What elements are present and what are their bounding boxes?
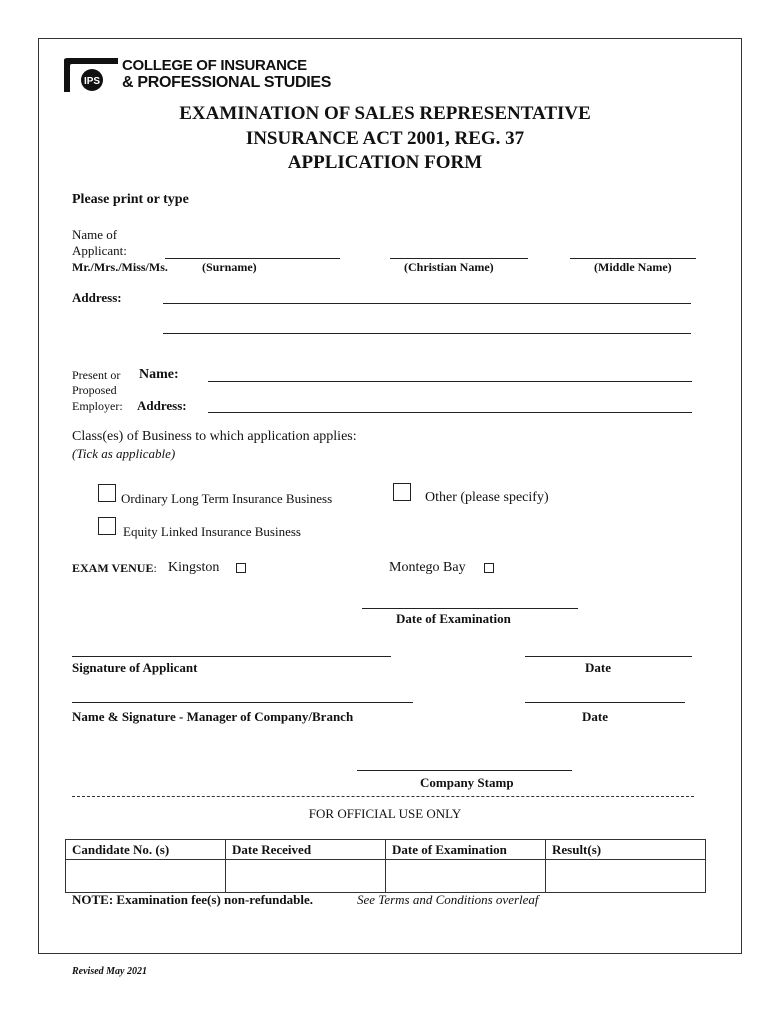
cut-line (72, 796, 694, 797)
address-field-2[interactable] (163, 333, 691, 334)
employer-address-field[interactable] (208, 412, 692, 413)
equity-linked-checkbox[interactable] (98, 517, 116, 535)
manager-date-label: Date (582, 709, 608, 724)
salutation-label: Mr./Mrs./Miss/Ms. (72, 260, 168, 274)
montego-bay-checkbox[interactable] (484, 563, 494, 573)
exam-venue-colon: : (153, 561, 157, 575)
ordinary-long-term-checkbox[interactable] (98, 484, 116, 502)
kingston-checkbox[interactable] (236, 563, 246, 573)
other-checkbox[interactable] (393, 483, 411, 501)
exam-date-label: Date of Examination (396, 611, 511, 626)
employer-label-2: Proposed (72, 383, 117, 397)
christian-name-label: (Christian Name) (404, 260, 494, 274)
employer-label-3: Employer: (72, 399, 123, 413)
form-title-line-3: APPLICATION FORM (287, 152, 483, 173)
form-title-line-1: EXAMINATION OF SALES REPRESENTATIVE (179, 103, 591, 124)
applicant-label-2: Applicant: (72, 243, 127, 258)
applicant-date-label: Date (585, 660, 611, 675)
address-field-1[interactable] (163, 303, 691, 304)
fee-note: NOTE: Examination fee(s) non-refundable. (72, 892, 313, 907)
employer-label-1: Present or (72, 368, 121, 382)
kingston-label: Kingston (168, 560, 220, 575)
form-title-line-2: INSURANCE ACT 2001, REG. 37 (245, 128, 525, 149)
revision-footer: Revised May 2021 (72, 966, 147, 977)
employer-address-label: Address: (137, 398, 187, 413)
table-row (66, 860, 706, 893)
manager-signature-label: Name & Signature - Manager of Company/Branch (72, 709, 354, 724)
date-of-exam-header: Date of Examination (386, 840, 546, 860)
employer-name-label: Name: (139, 367, 179, 382)
applicant-signature-label: Signature of Applicant (72, 660, 198, 675)
address-label: Address: (72, 290, 122, 305)
surname-label: (Surname) (202, 260, 257, 274)
applicant-date-field[interactable] (525, 656, 692, 657)
date-of-exam-cell[interactable] (386, 860, 546, 893)
manager-signature-field[interactable] (72, 702, 413, 703)
surname-field[interactable] (165, 258, 340, 259)
exam-venue-label (72, 561, 157, 576)
svg-text:IPS: IPS (83, 76, 101, 87)
exam-date-field[interactable] (362, 608, 578, 609)
table-header-row (66, 840, 706, 860)
other-label: Other (please specify) (425, 490, 549, 505)
logo-text (122, 57, 331, 91)
results-cell[interactable] (546, 860, 706, 893)
company-stamp-field[interactable] (357, 770, 572, 771)
exam-venue-text: EXAM VENUE (72, 561, 154, 575)
business-hint: (Tick as applicable) (72, 446, 176, 461)
terms-note: See Terms and Conditions overleaf (357, 892, 539, 907)
montego-bay-label: Montego Bay (389, 560, 466, 575)
date-received-cell[interactable] (226, 860, 386, 893)
manager-date-field[interactable] (525, 702, 685, 703)
instructions: Please print or type (72, 192, 189, 207)
candidate-no-cell[interactable] (66, 860, 226, 893)
ordinary-long-term-label: Ordinary Long Term Insurance Business (121, 491, 333, 506)
equity-linked-label: Equity Linked Insurance Business (123, 524, 301, 539)
logo-line-1: COLLEGE OF INSURANCE (122, 57, 307, 74)
official-use-table (65, 839, 706, 893)
official-use-heading: FOR OFFICIAL USE ONLY (308, 806, 462, 821)
candidate-no-header: Candidate No. (s) (66, 840, 226, 860)
employer-name-field[interactable] (208, 381, 692, 382)
business-heading: Class(es) of Business to which application applies: (72, 429, 357, 444)
results-header: Result(s) (546, 840, 706, 860)
applicant-label-1: Name of (72, 227, 118, 242)
christian-name-field[interactable] (390, 258, 528, 259)
logo-line-2: & PROFESSIONAL STUDIES (122, 74, 332, 91)
middle-name-field[interactable] (570, 258, 696, 259)
applicant-signature-field[interactable] (72, 656, 391, 657)
cips-logo-icon (62, 56, 120, 94)
middle-name-label: (Middle Name) (594, 260, 672, 274)
company-stamp-label: Company Stamp (420, 775, 514, 790)
date-received-header: Date Received (226, 840, 386, 860)
